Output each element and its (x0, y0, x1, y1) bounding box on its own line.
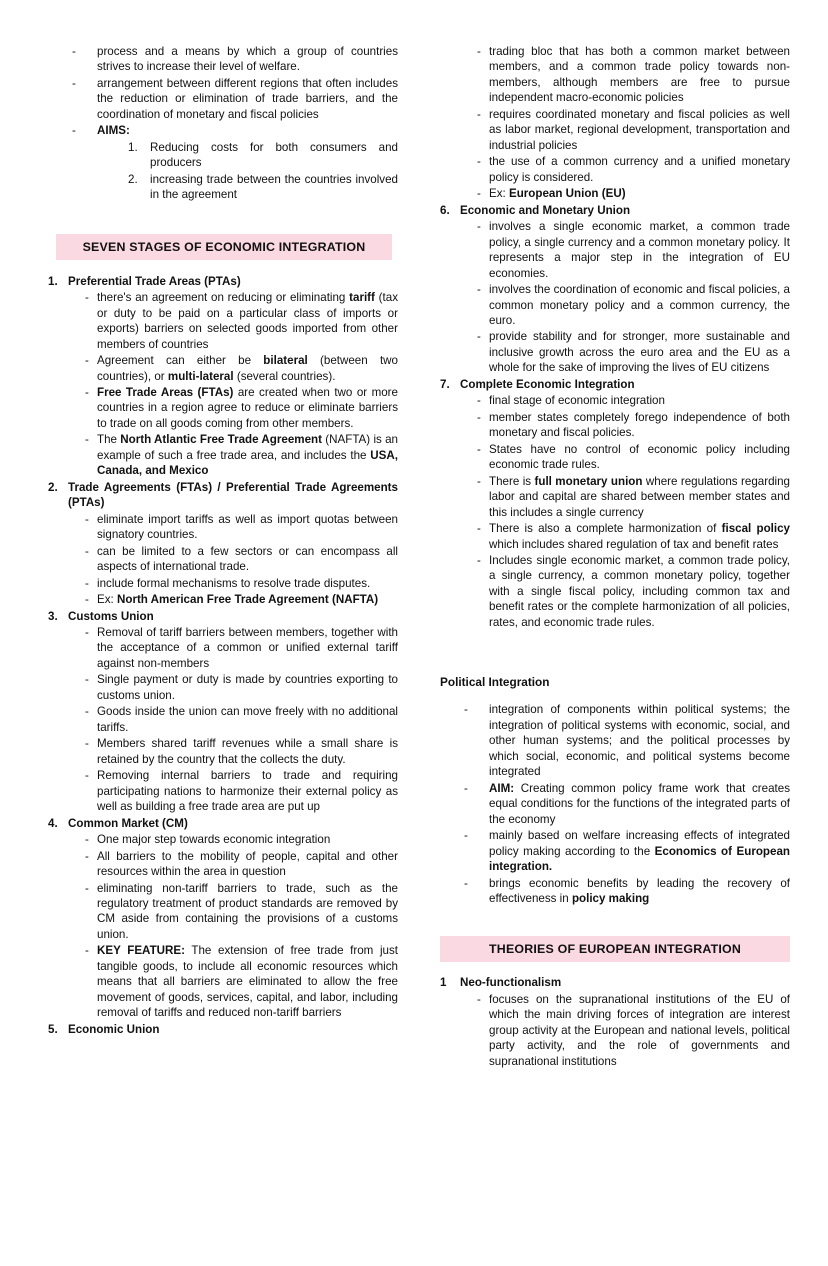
intro-bullet (48, 76, 398, 122)
stage-bullet (48, 625, 398, 671)
list-marker: - (85, 737, 89, 751)
stage-bullet (440, 992, 790, 1069)
list-marker: - (85, 593, 89, 607)
continued-bullet (440, 107, 790, 153)
list-item-text: Members shared tariff revenues while a small share is retained by the country that the collects the duty. (97, 737, 398, 766)
list-item-text (68, 816, 398, 831)
emphasis: AIMS: (97, 124, 130, 138)
list-item-text: involves a single economic market, a common trade policy, a single currency and a common monetary policy. It represents a major step in the integration of EU economies. (489, 220, 790, 280)
stage-bullet (440, 553, 790, 630)
emphasis: USA, Canada, and Mexico (97, 448, 398, 478)
intro-bullet (48, 123, 398, 138)
section-banner-seven-stages: SEVEN STAGES OF ECONOMIC INTEGRATION (56, 234, 392, 260)
section-gap (440, 631, 790, 675)
list-marker: - (85, 944, 89, 958)
list-marker: - (477, 394, 481, 408)
section-banner-theories: THEORIES OF EUROPEAN INTEGRATION (440, 936, 790, 962)
two-column-layout (48, 44, 790, 1070)
list-marker: - (477, 554, 481, 567)
stage-bullet (48, 290, 398, 352)
list-marker: 6. (440, 203, 450, 217)
emphasis: Preferential Trade Areas (PTAs) (68, 274, 241, 288)
stage-bullet (440, 474, 790, 520)
continued-bullet (440, 44, 790, 106)
list-marker: - (464, 829, 468, 843)
list-item-text: All barriers to the mobility of people, capital and other resources within the area in question (97, 849, 398, 879)
list-item-text (68, 1022, 398, 1037)
list-marker: - (85, 291, 89, 305)
list-item-text: There is full monetary union where regulations regarding labor and capital are shared between member states and this includes a single currency (489, 474, 790, 519)
list-marker: 1. (128, 140, 138, 154)
list-item-text (68, 480, 398, 511)
intro-bullet (48, 44, 398, 75)
political-bullet (440, 702, 790, 779)
list-marker: - (464, 703, 468, 717)
political-bullet (440, 876, 790, 907)
right-column (440, 44, 790, 1070)
list-item-text: Ex: North American Free Trade Agreement (NAFTA) (97, 593, 379, 607)
list-marker: - (72, 124, 76, 138)
stage-bullet (48, 432, 398, 478)
stage-bullet (48, 592, 398, 607)
list-marker: - (85, 544, 89, 558)
list-item-text: One major step towards economic integration (97, 833, 331, 847)
stage-bullet (48, 736, 398, 767)
emphasis: Complete Economic Integration (460, 377, 635, 391)
continued-bullet (440, 186, 790, 201)
emphasis: Economic Union (68, 1022, 160, 1036)
list-marker: - (477, 474, 481, 488)
list-marker: - (477, 522, 481, 536)
emphasis: Economic and Monetary Union (460, 203, 631, 217)
stage-bullet (440, 282, 790, 328)
list-marker: 5. (48, 1022, 58, 1036)
list-item-text: focuses on the supranational institutions of the EU of which the main driving forces of integration are interest group activity at the European and national levels, political party activity, and the role of governments and supranational institutions (489, 992, 790, 1068)
list-item-text: Removing internal barriers to trade and requiring participating nations to harmonize their external policy as well as building a free trade area are put up (97, 769, 398, 814)
list-marker: - (477, 330, 481, 344)
political-integration-heading: Political Integration (440, 675, 550, 690)
list-marker: - (477, 45, 481, 58)
list-item-text: Goods inside the union can move freely with no additional tariffs. (97, 705, 398, 734)
list-item-text (460, 975, 790, 990)
list-item-text: final stage of economic integration (489, 394, 665, 408)
list-item-text: process and a means by which a group of countries strives to increase their level of welfare. (97, 45, 398, 74)
aims-item (48, 140, 398, 171)
list-marker: 4. (48, 816, 58, 830)
list-marker: - (85, 705, 89, 719)
list-marker: 3. (48, 609, 58, 623)
list-item-text: mainly based on welfare increasing effects of integrated policy making according to the Economics of European integration. (489, 829, 790, 874)
list-marker: - (464, 781, 468, 795)
list-item-text: trading bloc that has both a common market between members, and a common trade policy towards non-members, although members are free to pursue independent macro-economic policies (489, 45, 790, 105)
list-marker: - (464, 876, 468, 890)
left-column (48, 44, 398, 1038)
stage-bullet (48, 353, 398, 384)
emphasis: Common Market (CM) (68, 816, 188, 830)
stage-bullet (48, 881, 398, 943)
continued-bullet-list (440, 44, 790, 202)
list-marker: - (477, 442, 481, 456)
emphasis: multi-lateral (167, 369, 234, 383)
emphasis: full monetary union (534, 474, 643, 488)
list-item-text: there's an agreement on reducing or eliminating tariff (tax or duty to be paid on a particular class of imports or exports) barriers on selected goods imported from other members of countries (97, 291, 398, 351)
list-marker: - (85, 881, 89, 895)
list-item-text: the use of a common currency and a unified monetary policy is considered. (489, 155, 790, 184)
stage-bullet (440, 393, 790, 408)
list-marker: - (85, 769, 89, 783)
stage-bullet (48, 943, 398, 1020)
stage-bullet (48, 672, 398, 703)
list-item-text (68, 274, 398, 289)
aims-item (48, 172, 398, 203)
stage-heading (440, 975, 790, 990)
emphasis: policy making (571, 891, 650, 905)
list-item-text (460, 377, 790, 392)
list-marker: - (477, 187, 481, 201)
list-item-text: The North Atlantic Free Trade Agreement (NAFTA) is an example of such a free trade area, and includes the USA, Canada, and Mexico (97, 433, 399, 478)
emphasis: Customs Union (68, 609, 154, 623)
emphasis: Trade Agreements (FTAs) / Preferential Trade Agreements (PTAs) (68, 480, 398, 510)
stage-bullet (440, 521, 790, 552)
emphasis: bilateral (263, 354, 308, 368)
seven-stages-list (48, 274, 398, 1038)
emphasis: European Union (EU) (508, 187, 626, 201)
list-item-text: member states completely forego independence of both monetary and fiscal policies. (489, 410, 790, 440)
list-item-text: Free Trade Areas (FTAs) are created when two or more countries in a region agree to reduce or eliminate barriers to trade on all goods coming from other members. (97, 385, 398, 430)
stage-bullet (48, 576, 398, 591)
list-item-text (460, 203, 790, 218)
list-marker: - (85, 833, 89, 847)
list-marker: 2. (48, 480, 58, 494)
list-item-text: States have no control of economic policy including economic trade rules. (489, 442, 790, 472)
list-marker: - (85, 673, 89, 687)
list-marker: - (477, 155, 481, 169)
aims-numbered-list (48, 140, 398, 203)
emphasis: Free Trade Areas (FTAs) (97, 385, 234, 399)
list-marker: - (72, 45, 76, 58)
stage-heading (48, 480, 398, 511)
list-item-text: There is also a complete harmonization of fiscal policy which includes shared regulation of tax and benefit rates (489, 522, 790, 551)
list-item-text: can be limited to a few sectors or can encompass all aspects of international trade. (97, 544, 398, 574)
list-item-text: involves the coordination of economic and fiscal policies, a common monetary policy and a common currency, the euro. (489, 283, 790, 327)
list-marker: - (477, 283, 481, 297)
list-marker: 7. (440, 377, 450, 391)
stage-bullet (48, 512, 398, 543)
list-marker: 1 (440, 976, 447, 990)
stage-bullet (48, 704, 398, 735)
list-item-text: provide stability and for stronger, more sustainable and inclusive growth across the euro area and the EU as a whole for the sake of improving the lives of EU citizens (489, 330, 790, 375)
list-marker: - (72, 76, 76, 90)
stage-bullet (440, 329, 790, 375)
emphasis: KEY FEATURE: (97, 944, 185, 958)
theories-list (440, 975, 790, 1069)
list-marker: 1. (48, 274, 58, 288)
political-bullet (440, 781, 790, 827)
list-item-text: Reducing costs for both consumers and producers (150, 140, 398, 170)
stage-bullet (48, 385, 398, 431)
list-marker: - (477, 992, 481, 1006)
list-marker: - (477, 220, 481, 234)
list-marker: - (477, 410, 481, 424)
list-item-text: Removal of tariff barriers between members, together with the acceptance of a common or unified external tariff against non-members (97, 626, 398, 670)
stage-heading (48, 274, 398, 289)
emphasis: fiscal policy (721, 522, 790, 536)
list-item-text: Agreement can either be bilateral (between two countries), or multi-lateral (several countries). (97, 354, 398, 383)
list-marker: - (85, 576, 89, 590)
emphasis: Neo-functionalism (460, 976, 562, 990)
list-item-text: Ex: European Union (EU) (489, 187, 626, 201)
list-item-text: eliminate import tariffs as well as import quotas between signatory countries. (97, 512, 398, 542)
list-marker: - (85, 385, 89, 399)
list-item-text: eliminating non-tariff barriers to trade, such as the regulatory treatment of product standards are removed by CM aside from containing the provisions of a customs union. (97, 881, 398, 941)
list-item-text (68, 609, 398, 624)
list-marker: - (85, 512, 89, 526)
stages-six-seven-list (440, 203, 790, 631)
stage-heading (440, 377, 790, 392)
stage-bullet (48, 832, 398, 847)
list-item-text: requires coordinated monetary and fiscal policies as well as labor market, regional development, transportation and industrial policies (489, 107, 790, 152)
political-bullet (440, 828, 790, 874)
stage-heading (48, 816, 398, 831)
continued-bullet (440, 154, 790, 185)
emphasis: AIM: (489, 781, 515, 795)
list-item-text: Single payment or duty is made by countries exporting to customs union. (97, 673, 398, 702)
list-item-text (97, 123, 398, 138)
list-marker: - (85, 433, 89, 447)
stage-bullet (440, 442, 790, 473)
list-item-text: KEY FEATURE: The extension of free trade from just tangible goods, to include all economic resources which means that all barriers are eliminated to allow the free movement of goods, services, capital, and labor, including removal of tariffs and reduced non-tariff barriers (97, 944, 398, 1020)
list-item-text: Includes single economic market, a common trade policy, a single currency, a common monetary policy, together with a single fiscal policy, including common tax and benefit rates or the complete harmonization of all policies, rates, and economic trade rules. (489, 554, 790, 629)
list-marker: 2. (128, 172, 138, 186)
list-marker: - (477, 107, 481, 121)
emphasis: North Atlantic Free Trade Agreement (120, 433, 322, 447)
stage-bullet (440, 410, 790, 441)
stage-heading (48, 1022, 398, 1037)
list-item-text: integration of components within political systems; the integration of political systems with economic, social, and other human systems; and the political processes by which social, economic, and political systems become integrated (489, 703, 790, 779)
list-item-text: include formal mechanisms to resolve trade disputes. (97, 576, 371, 590)
emphasis: Economics of European integration. (489, 844, 790, 874)
emphasis: tariff (349, 291, 375, 305)
intro-bullet-list (48, 44, 398, 139)
list-marker: - (85, 354, 89, 368)
list-marker: - (85, 626, 89, 639)
stage-bullet (48, 768, 398, 814)
list-item-text: arrangement between different regions that often includes the reduction or elimination of trade barriers, and the coordination of monetary and fiscal policies (97, 76, 398, 121)
political-integration-bullets (440, 702, 790, 906)
stage-bullet (48, 849, 398, 880)
list-marker: - (85, 849, 89, 863)
emphasis: North American Free Trade Agreement (NAFTA) (116, 593, 379, 607)
stage-heading (440, 203, 790, 218)
list-item-text: increasing trade between the countries involved in the agreement (150, 172, 398, 202)
stage-bullet (440, 219, 790, 281)
list-item-text: brings economic benefits by leading the recovery of effectiveness in policy making (489, 876, 790, 905)
stage-heading (48, 609, 398, 624)
list-item-text: AIM: Creating common policy frame work that creates equal conditions for the functions of the integrated parts of the economy (489, 781, 790, 826)
stage-bullet (48, 544, 398, 575)
